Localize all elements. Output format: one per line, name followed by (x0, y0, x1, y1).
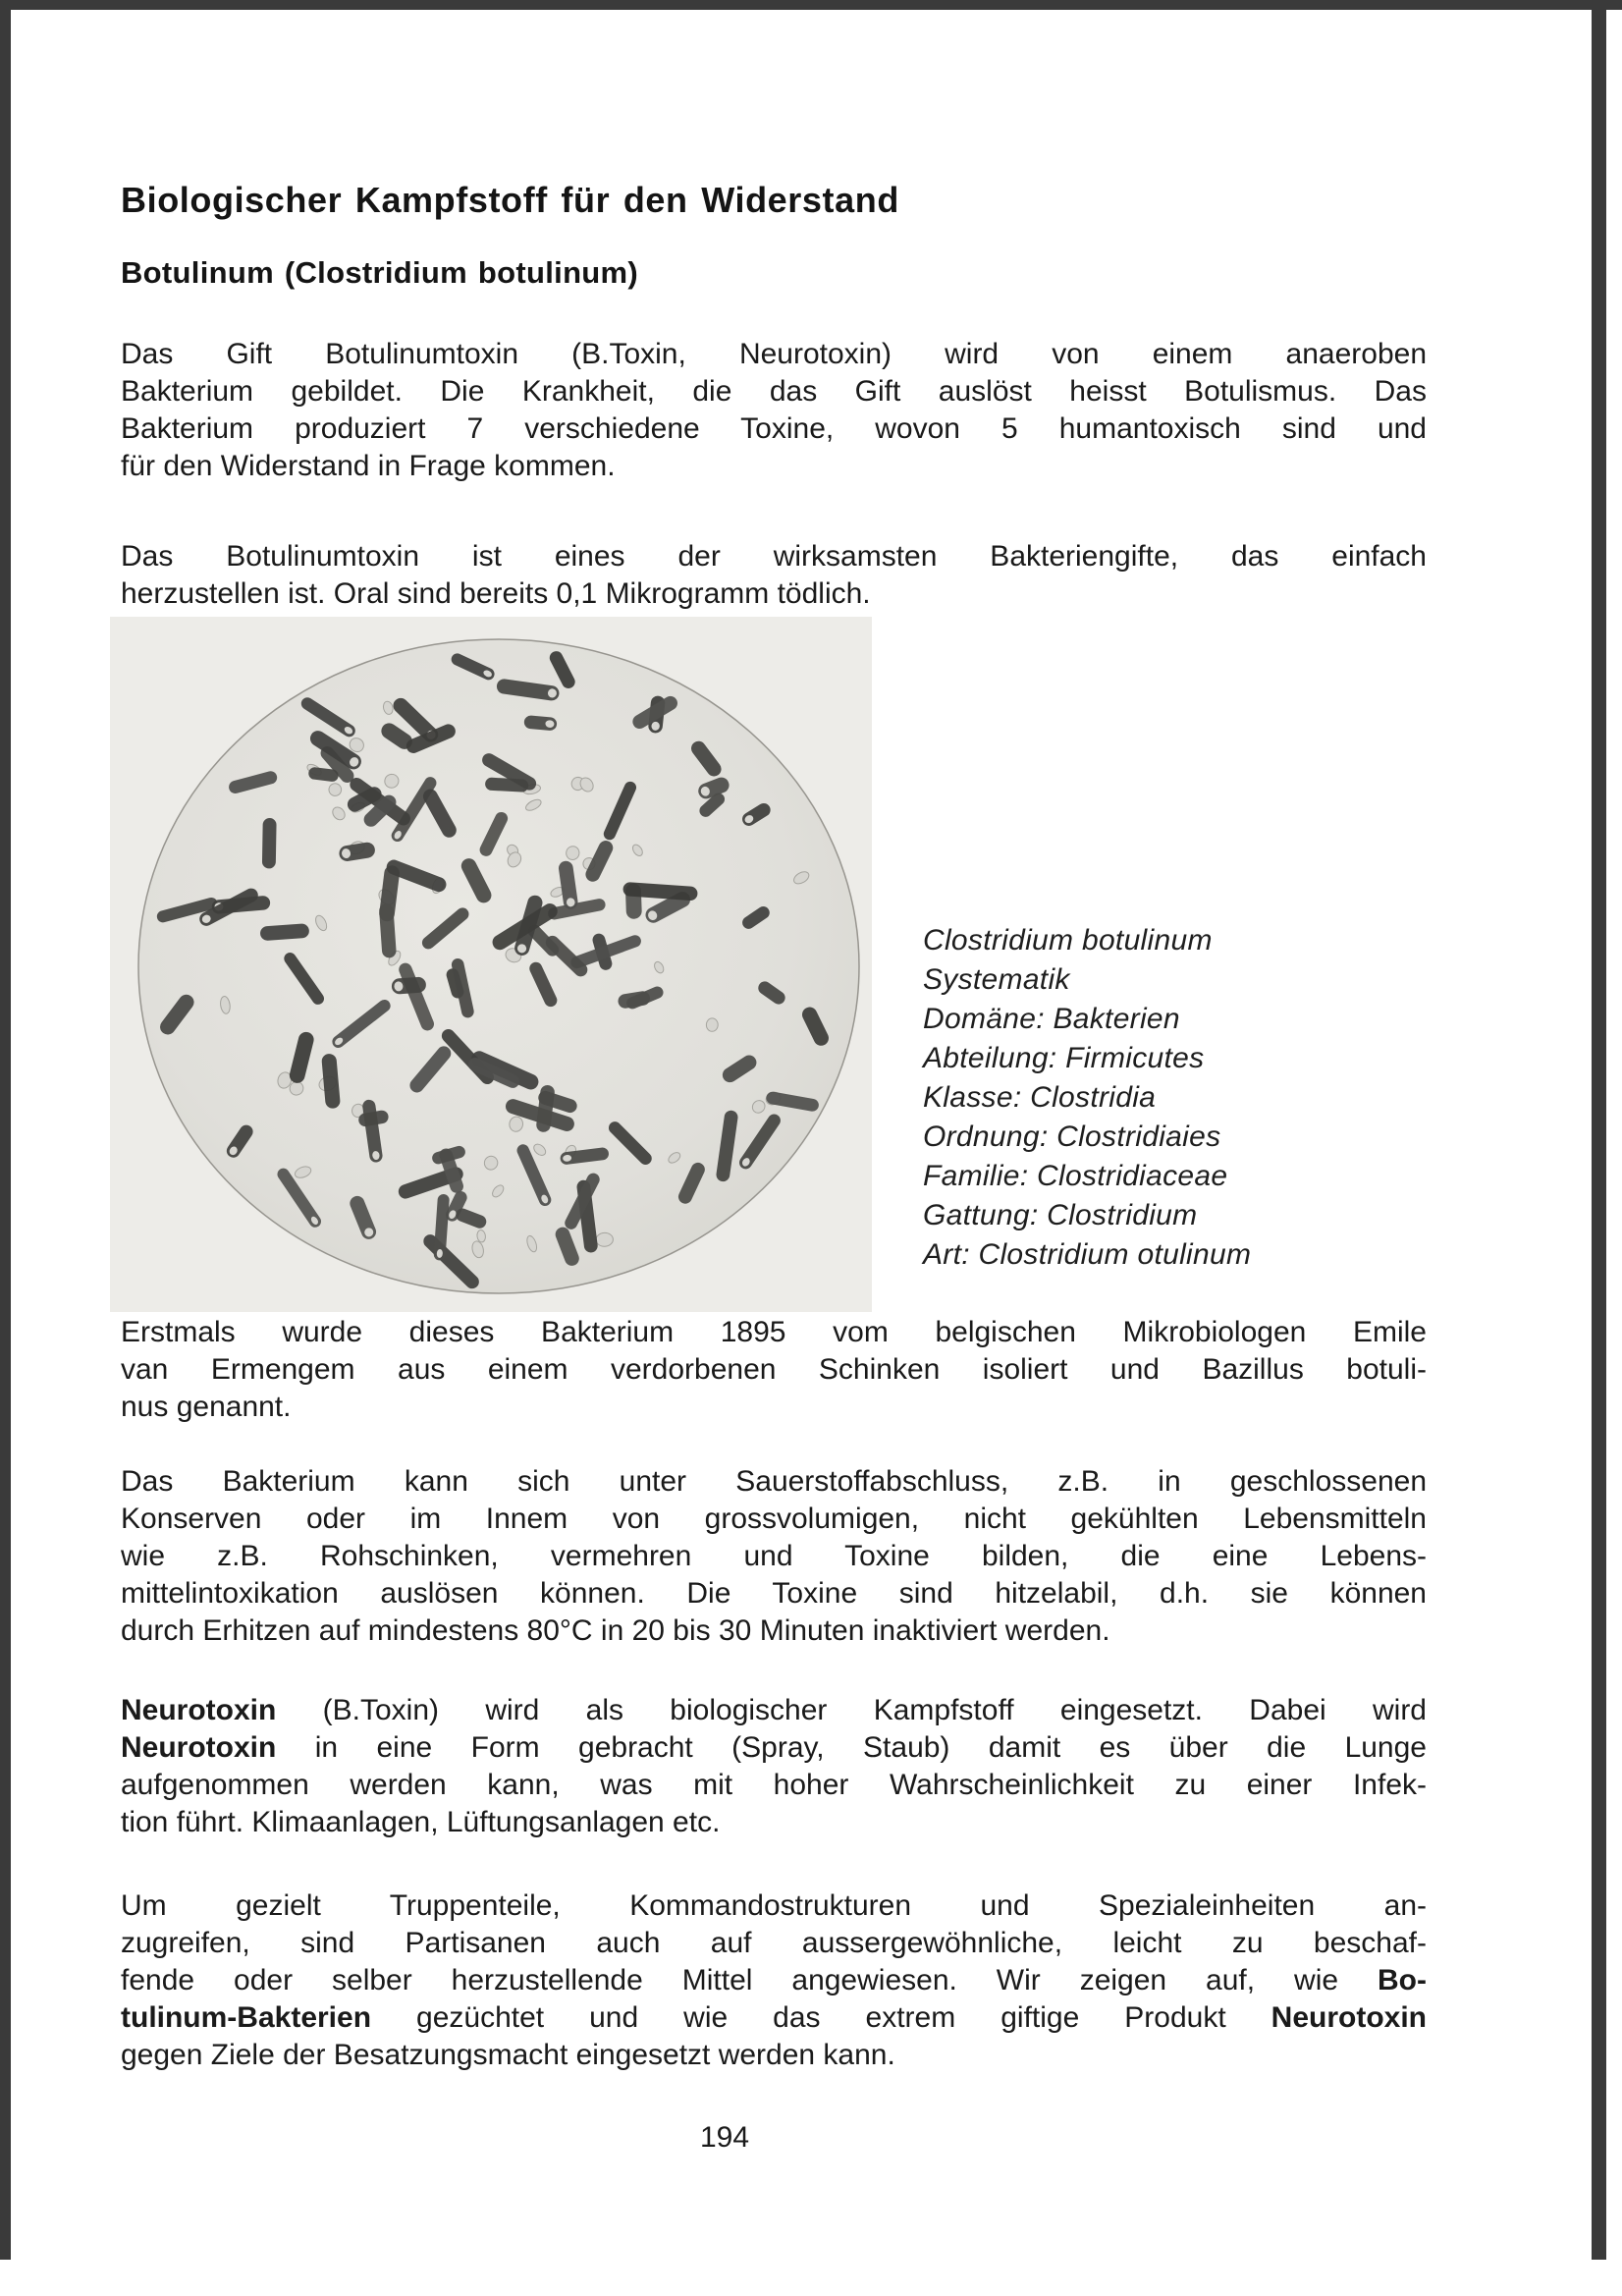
bacterium-rod (262, 818, 277, 869)
scan-border-top (0, 0, 1622, 10)
text-line: tion führt. Klimaanlagen, Lüftungsanlagen etc. (121, 1806, 721, 1838)
page-subtitle: Botulinum (Clostridium botulinum) (121, 255, 639, 290)
text-line: Bakterium gebildet. Die Krankheit, die das Gift auslöst heisst Botulismus. Das (121, 375, 1427, 408)
text-line: für den Widerstand in Frage kommen. (121, 450, 616, 482)
taxonomy-line: Klasse: Clostridia (923, 1081, 1157, 1114)
text-line: herzustellen ist. Oral sind bereits 0,1 Mikrogramm tödlich. (121, 577, 871, 610)
text-line: Neurotoxin in eine Form gebracht (Spray, Staub) damit es über die Lunge (121, 1731, 1427, 1764)
micrograph-figure (110, 617, 872, 1312)
text-line: tulinum-Bakterien gezüchtet und wie das extrem giftige Produkt Neurotoxin (121, 2001, 1427, 2034)
text-line: Konserven oder im Innem von grossvolumigen, nicht gekühlten Lebensmitteln (121, 1503, 1427, 1535)
text-line: Das Gift Botulinumtoxin (B.Toxin, Neurotoxin) wird von einem anaeroben (121, 338, 1427, 370)
text-line: Bakterium produziert 7 verschiedene Toxine, wovon 5 humantoxisch sind und (121, 412, 1427, 445)
taxonomy-line: Ordnung: Clostridiaies (923, 1121, 1221, 1153)
taxonomy-line: Clostridium botulinum (923, 924, 1213, 957)
text-line: Neurotoxin (B.Toxin) wird als biologischer Kampfstoff eingesetzt. Dabei wird (121, 1694, 1427, 1726)
text-line: aufgenommen werden kann, was mit hoher Wahrscheinlichkeit zu einer Infek- (121, 1769, 1427, 1801)
text-line: durch Erhitzen auf mindestens 80°C in 20 bis 30 Minuten inaktiviert werden. (121, 1614, 1110, 1647)
paragraph-partisans (121, 1887, 1427, 2074)
bacterium-rod (391, 976, 426, 994)
text-line: Erstmals wurde dieses Bakterium 1895 vom belgischen Mikrobiologen Emile (121, 1316, 1427, 1348)
spore-dot (596, 1232, 614, 1247)
paragraph-toxicity (121, 538, 1427, 613)
bacteria-micrograph (110, 617, 872, 1312)
taxonomy-line: Abteilung: Firmicutes (923, 1042, 1205, 1074)
scan-border-left (0, 0, 11, 2260)
page-number: 194 (699, 2121, 750, 2154)
taxonomy-line: Domäne: Bakterien (923, 1003, 1180, 1035)
text-line: van Ermengem aus einem verdorbenen Schinken isoliert und Bazillus botuli- (121, 1353, 1427, 1386)
text-line: nus genannt. (121, 1391, 292, 1423)
figure-caption-taxonomy (923, 921, 1251, 1275)
bacterium-rod (485, 777, 529, 792)
paragraph-intro (121, 336, 1427, 485)
paragraph-neurotoxin (121, 1692, 1427, 1841)
scan-border-right (1592, 0, 1606, 2260)
text-line: zugreifen, sind Partisanen auch auf aussergewöhnliche, leicht zu beschaf- (121, 1927, 1427, 1959)
taxonomy-line: Art: Clostridium otulinum (923, 1238, 1252, 1271)
taxonomy-line: Familie: Clostridiaceae (923, 1160, 1228, 1192)
paragraph-growth (121, 1463, 1427, 1650)
text-line: Das Botulinumtoxin ist eines der wirksamsten Bakteriengifte, das einfach (121, 540, 1427, 573)
taxonomy-line: Gattung: Clostridium (923, 1199, 1198, 1231)
paragraph-history (121, 1314, 1427, 1426)
spore-dot (706, 1018, 718, 1032)
text-line: wie z.B. Rohschinken, vermehren und Toxine bilden, die eine Lebens- (121, 1540, 1427, 1572)
text-line: Das Bakterium kann sich unter Sauerstoffabschluss, z.B. in geschlossenen (121, 1465, 1427, 1498)
text-line: mittelintoxikation auslösen können. Die Toxine sind hitzelabil, d.h. sie können (121, 1577, 1427, 1610)
page-title: Biologischer Kampfstoff für den Widerstand (121, 180, 899, 220)
text-line: fende oder selber herzustellende Mittel angewiesen. Wir zeigen auf, wie Bo- (121, 1964, 1427, 1996)
text-line: Um gezielt Truppenteile, Kommandostrukturen und Spezialeinheiten an- (121, 1889, 1427, 1922)
taxonomy-line: Systematik (923, 963, 1070, 996)
text-line: gegen Ziele der Besatzungsmacht eingesetzt werden kann. (121, 2039, 895, 2071)
